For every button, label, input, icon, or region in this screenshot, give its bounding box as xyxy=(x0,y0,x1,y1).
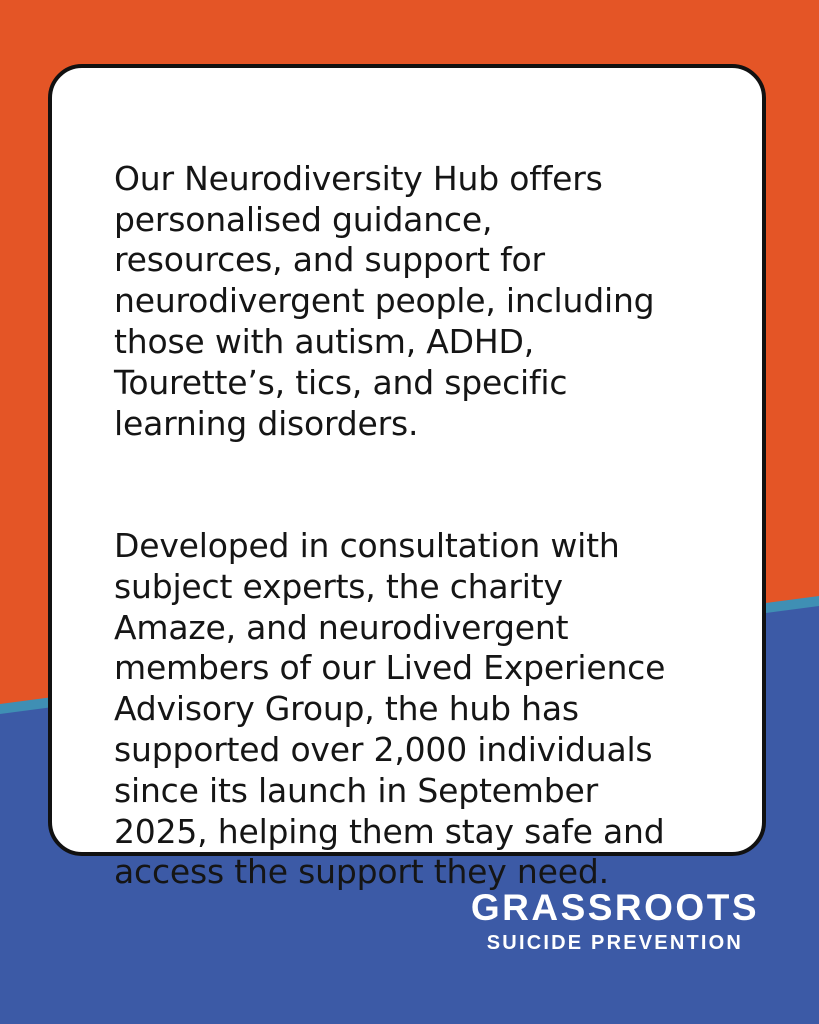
brand-name: GRASSROOTS xyxy=(470,887,759,928)
brand-logo xyxy=(471,888,759,956)
paragraph-hub-impact: Developed in consultation with subject experts, the charity Amaze, and neurodivergent members of our Lived Experience Advisory Group, the hub has supported over 2,000 individuals since its launch in September 2025, helping them stay safe and access the support they need. xyxy=(114,525,666,892)
brand-tagline: SUICIDE PREVENTION xyxy=(486,932,744,954)
card-body xyxy=(114,118,754,934)
paragraph-hub-description: Our Neurodiversity Hub offers personalised guidance, resources, and support for neurodivergent people, including those with autism, ADHD, Tourette’s, tics, and specific learning disorders. xyxy=(114,158,655,443)
text-card xyxy=(48,64,766,892)
